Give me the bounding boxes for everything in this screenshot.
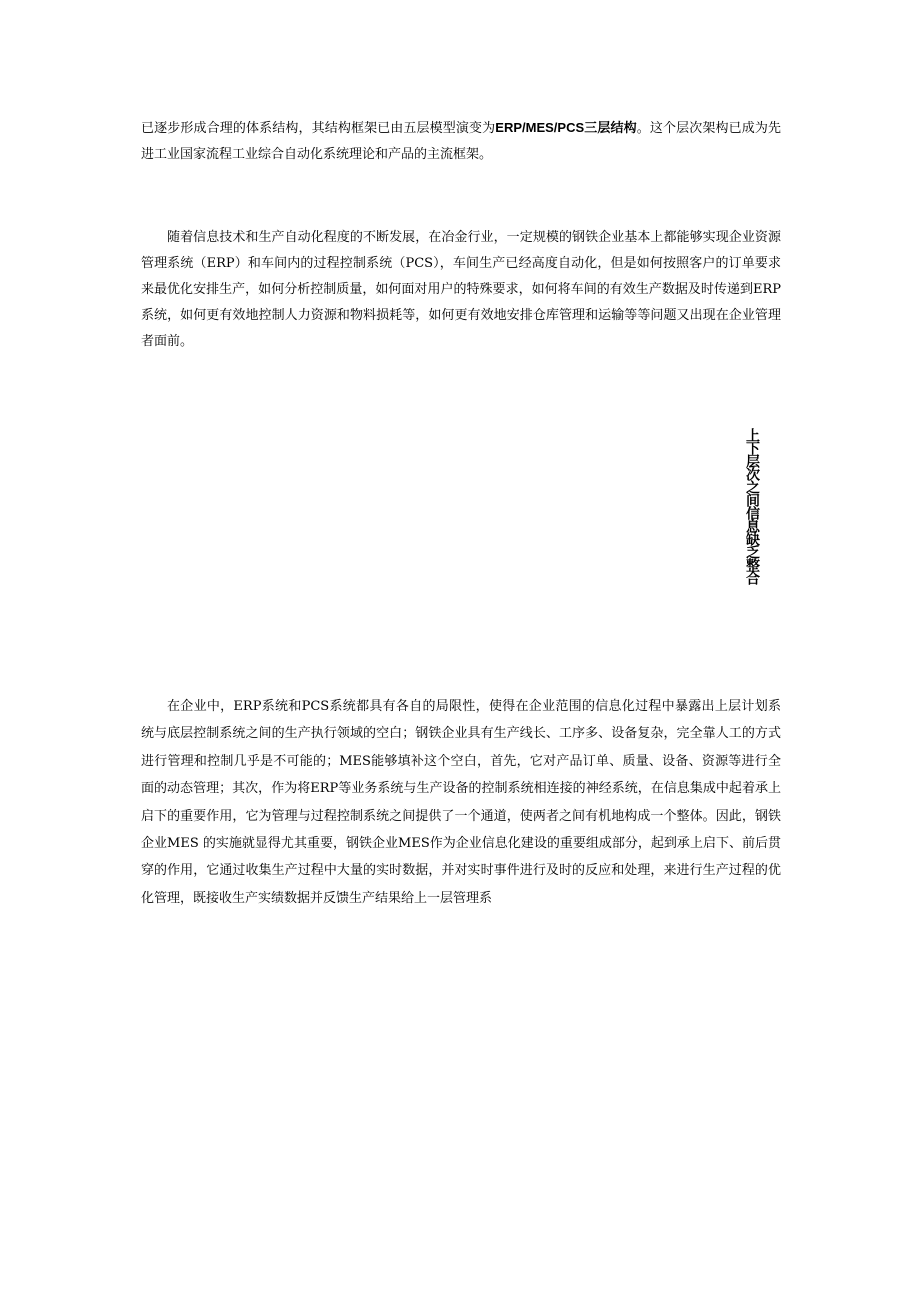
paragraph-mes: 在企业中，ERP系统和PCS系统都具有各自的局限性，使得在企业范围的信息化过程中暴露出上层计划系统与底层控制系统之间的生产执行领域的空白；钢铁企业具有生产线长、工序多、设备复杂，完全靠人工的方式进行管理和控制几乎是不可能的；MES能够填补这个空白，首先，它对产品订单、质量、设备、资源等进行全面的动态管理；其次，作为将ERP等业务系统与生产设备的控制系统相连接的神经系统，在信息集成中起着承上启下的重要作用，它为管理与过程控制系统之间提供了一个通道，使两者之间有机地构成一个整体。因此，钢铁企业MES 的实施就显得尤其重要，钢铁企业MES作为企业信息化建设的重要组成部分，起到承上启下、前后贯穿的作用，它通过收集生产过程中大量的实时数据，并对实时事件进行及时的反应和处理，来进行生产过程的优化管理，既接收生产实绩数据并反馈生产结果给上一层管理系 [141,699,781,906]
paragraph-development: 随着信息技术和生产自动化程度的不断发展，在冶金行业，一定规模的钢铁企业基本上都能够实现企业资源管理系统（ERP）和车间内的过程控制系统（PCS），车间生产已经高度自动化，但是如何按照客户的订单要求来最优化安排生产，如何分析控制质量，如何面对用户的特殊要求，如何将车间的有效生产数据及时传递到ERP 系统，如何更有效地控制人力资源和物料损耗等，如何更有效地安排仓库管理和运输等等问题又出现在企业管理者面前。 [141,230,781,349]
paragraph-intro [141,115,781,168]
three-layer-structure-term: ERP/MES/PCS三层结构 [495,120,637,135]
diagram-side-label: 上下层次之间信息缺乏整合 [744,428,760,584]
paragraph-intro-lead: 已逐步形成合理的体系结构，其结构框架已由五层模型演变为 [141,121,496,136]
paragraph-intro-tail: 。这个层次架构已成为先进工业国家流程工业综合自动化系统理论和产品的主流框架。 [141,121,781,162]
